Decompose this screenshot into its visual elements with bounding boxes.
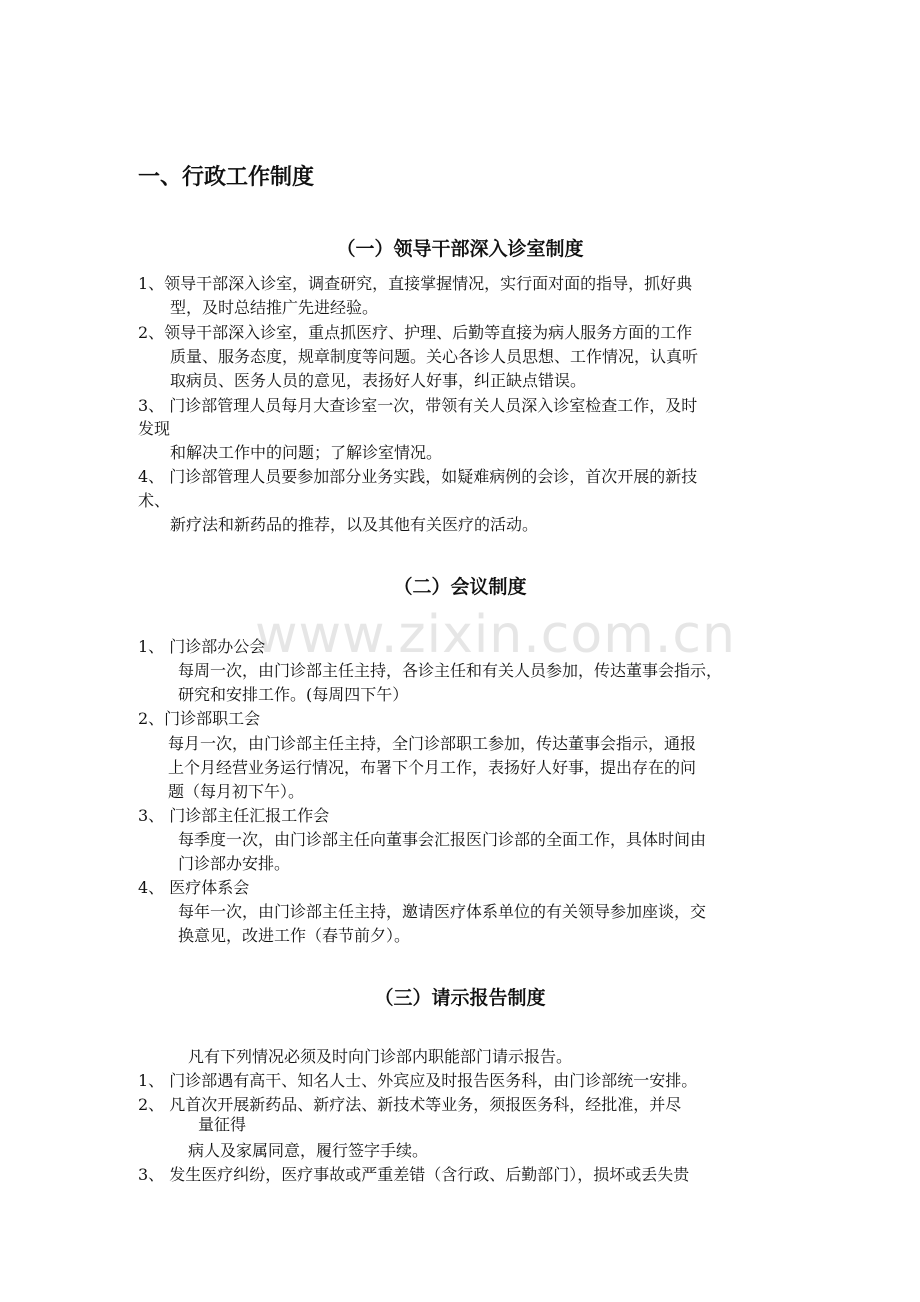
paragraph-line: 1、 门诊部遇有高干、知名人士、外宾应及时报告医务科，由门诊部统一安排。 — [138, 1071, 698, 1090]
watermark: www.zixin.com.cn — [255, 605, 736, 665]
paragraph-line: 题（每月初下午）。 — [168, 782, 305, 801]
paragraph-line: 每季度一次，由门诊部主任向董事会汇报医门诊部的全面工作，具体时间由 — [178, 830, 707, 849]
paragraph-line: 病人及家属同意，履行签字手续。 — [188, 1141, 429, 1160]
paragraph-line: 质量、服务态度，规章制度等问题。关心各诊人员思想、工作情况，认真听 — [170, 347, 699, 366]
paragraph-line: 2、门诊部职工会 — [138, 709, 261, 728]
paragraph-line: 每年一次，由门诊部主任主持，邀请医疗体系单位的有关领导参加座谈，交 — [178, 902, 707, 921]
paragraph-line: 4、 门诊部管理人员要参加部分业务实践，如疑难病例的会诊，首次开展的新技 — [138, 467, 698, 486]
paragraph-line: 换意见，改进工作（春节前夕）。 — [178, 926, 411, 945]
paragraph-line: 上个月经营业务运行情况，布署下个月工作，表扬好人好事，提出存在的问 — [168, 758, 697, 777]
paragraph-line: 发现 — [138, 419, 171, 438]
paragraph-line: 1、 门诊部办公会 — [138, 637, 266, 656]
paragraph-line: 每月一次，由门诊部主任主持，全门诊部职工参加，传达董事会指示，通报 — [168, 734, 697, 753]
paragraph-line: 2、 凡首次开展新药品、新疗法、新技术等业务，须报医务科，经批准，并尽 — [138, 1095, 682, 1114]
section-heading-1: （一）领导干部深入诊室制度 — [336, 238, 584, 260]
paragraph-line: 1、领导干部深入诊室，调查研究，直接掌握情况，实行面对面的指导，抓好典 — [138, 274, 693, 293]
paragraph-line: 3、 发生医疗纠纷，医疗事故或严重差错（含行政、后勤部门），损坏或丢失贵 — [138, 1165, 690, 1184]
paragraph-line: 3、 门诊部主任汇报工作会 — [138, 806, 330, 825]
paragraph-line: 2、领导干部深入诊室，重点抓医疗、护理、后勤等直接为病人服务方面的工作 — [138, 323, 693, 342]
section-heading-3: （三）请示报告制度 — [374, 987, 546, 1009]
paragraph-line: 取病员、医务人员的意见，表扬好人好事，纠正缺点错误。 — [170, 371, 587, 390]
paragraph-line: 型，及时总结推广先进经验。 — [170, 298, 379, 317]
paragraph-line: 凡有下列情况必须及时向门诊部内职能部门请示报告。 — [188, 1047, 573, 1066]
paragraph-line: 3、 门诊部管理人员每月大查诊室一次，带领有关人员深入诊室检查工作，及时 — [138, 396, 698, 415]
paragraph-line: 门诊部办安排。 — [178, 854, 291, 873]
paragraph-line: 4、 医疗体系会 — [138, 878, 250, 897]
paragraph-line: 术、 — [138, 491, 171, 510]
paragraph-line: 和解决工作中的问题；了解诊室情况。 — [170, 443, 443, 462]
paragraph-line: 研究和安排工作。(每周四下午） — [178, 685, 409, 704]
page-title: 一、行政工作制度 — [138, 165, 315, 190]
section-heading-2: （二）会议制度 — [393, 576, 527, 598]
paragraph-line: 新疗法和新药品的推荐，以及其他有关医疗的活动。 — [170, 515, 539, 534]
paragraph-line: 每周一次，由门诊部主任主持，各诊主任和有关人员参加，传达董事会指示， — [178, 661, 723, 680]
paragraph-line: 量征得 — [198, 1115, 247, 1134]
